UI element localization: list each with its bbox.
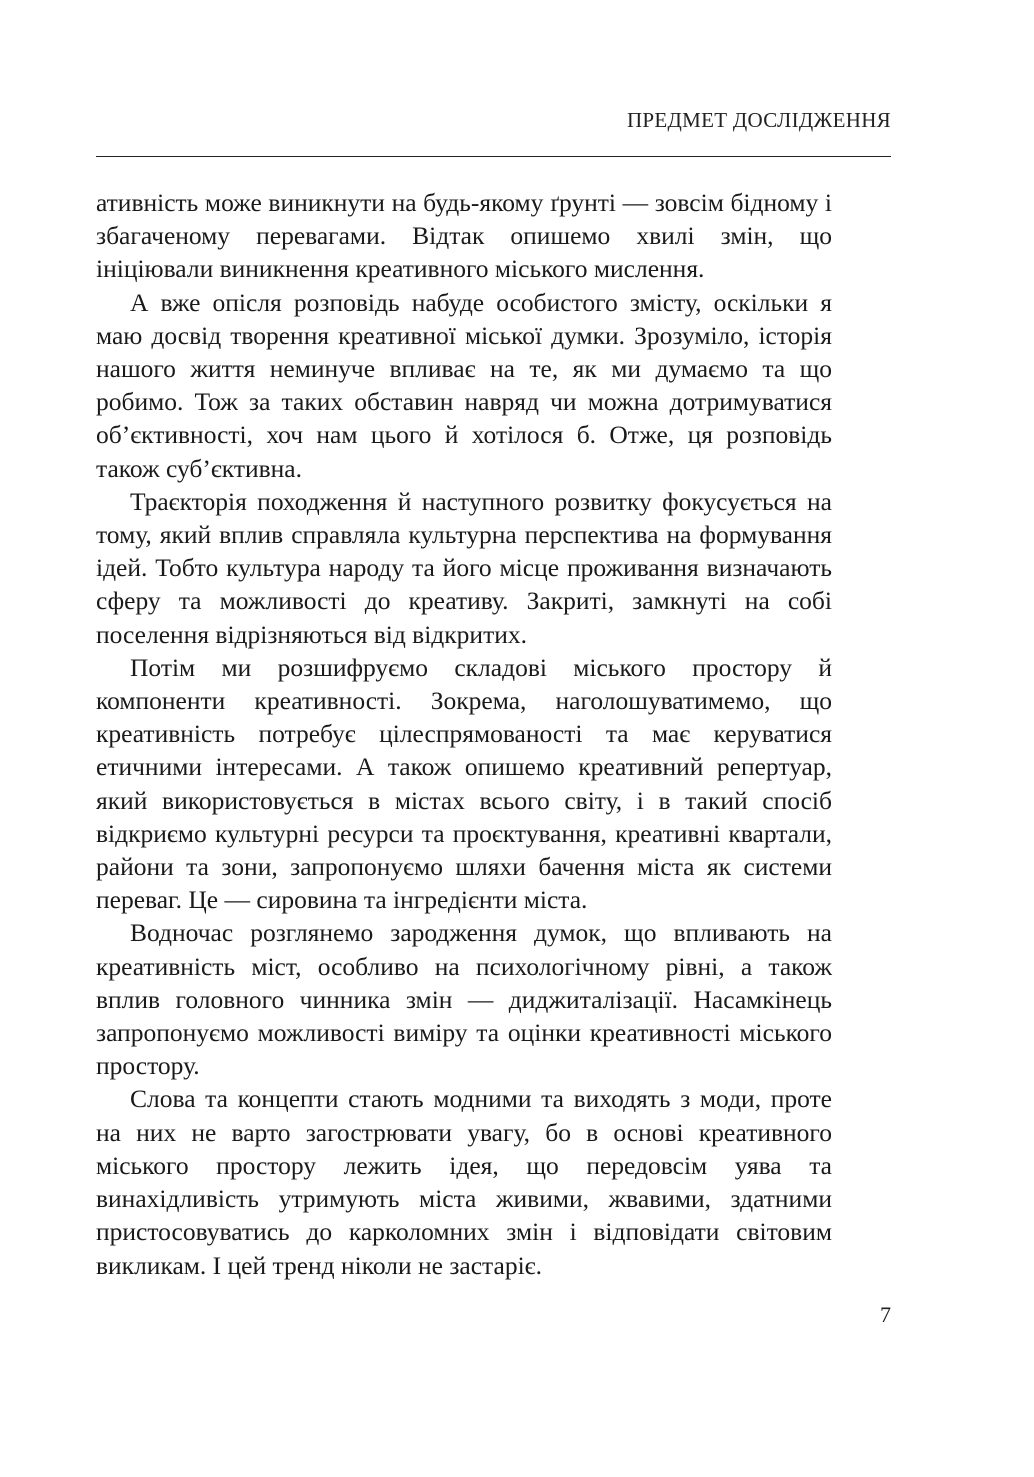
paragraph-2: А вже опісля розповідь набуде особистого змісту, оскільки я маю досвід творення креативної міської думки. Зрозуміло, історія нашого життя неминуче впливає на те, як ми думаємо та що робимо. Тож за таких обставин навряд чи можна дотримуватися об’єктивності, хоч нам цього й хотілося б. Отже, ця розповідь також суб’єктивна. [96, 287, 832, 483]
page-number: 7 [880, 1302, 891, 1327]
paragraph-3: Траєкторія походження й наступного розвитку фокусується на тому, який вплив справляла культурна перспектива на формування ідей. Тобто культура народу та його місце проживання визначають сферу та можливості до креативу. Закриті, замкнуті на собі поселення відрізняються від відкритих. [96, 486, 832, 649]
header-rule [96, 156, 891, 157]
paragraph-5: Водночас розглянемо зародження думок, що впливають на креативність міст, особливо на психологічному рівні, а також вплив головного чинника змін — диджиталізації. Насамкінець запропонуємо можливості виміру та оцінки креативності міського простору. [96, 918, 832, 1081]
paragraph-6: Слова та концепти стають модними та виходять з моди, проте на них не варто загострювати увагу, бо в основі креативного міського простору лежить ідея, що передовсім уява та винахідливість утримують міста живими, жвавими, здатними пристосовуватись до карколомних змін і відповідати світовим викликам. І цей тренд ніколи не застаріє. [96, 1084, 832, 1280]
paragraph-1: ативність може виникнути на будь-якому ґрунті — зовсім бідному і збагаченому перевагами. Відтак опишемо хвилі змін, що ініціювали виникнення креативного міського мислення. [96, 188, 832, 284]
body-text [96, 186, 832, 1282]
running-head: ПРЕДМЕТ ДОСЛІДЖЕННЯ [626, 108, 891, 132]
paragraph-4: Потім ми розшифруємо складові міського простору й компоненти креативності. Зокрема, наголошуватимемо, що креативність потребує цілеспрямованості та має керуватися етичними інтересами. А також опишемо креативний репертуар, який використовується в містах всього світу, і в такий спосіб відкриємо культурні ресурси та проєктування, креативні квартали, райони та зони, запропонуємо шляхи бачення міста як системи переваг. Це — сировина та інгредієнти міста. [96, 652, 832, 915]
